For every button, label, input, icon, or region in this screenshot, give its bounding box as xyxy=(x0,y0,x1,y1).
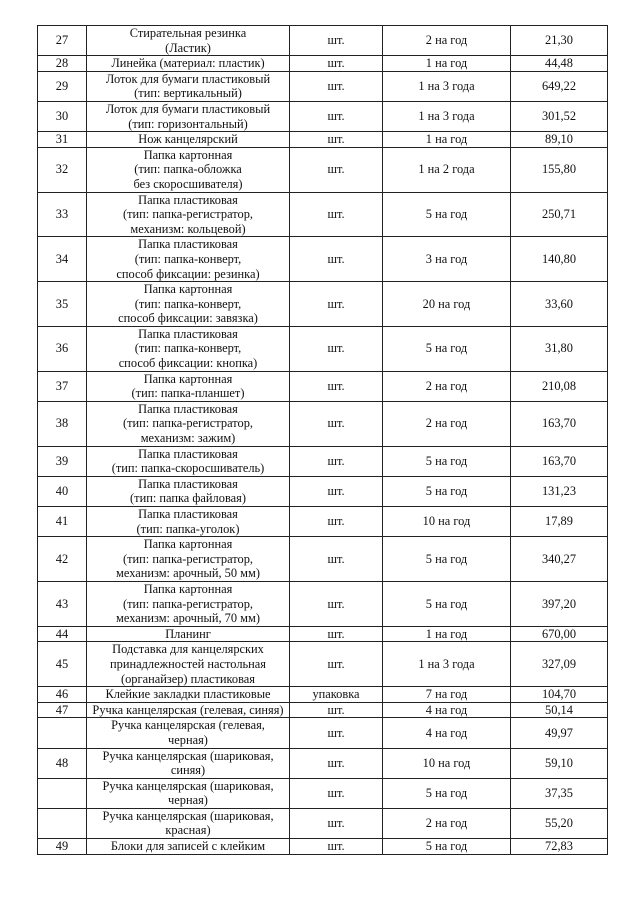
item-name-line: Папка пластиковая xyxy=(138,476,238,491)
item-name-cell xyxy=(87,808,290,838)
item-name-cell xyxy=(87,371,290,401)
row-number-cell: 33 xyxy=(38,192,87,237)
item-name-line: Клейкие закладки пластиковые xyxy=(105,687,271,702)
row-number-cell: 27 xyxy=(38,26,87,56)
row-number-cell: 30 xyxy=(38,101,87,131)
norm-cell: 5 на год xyxy=(383,476,511,506)
item-name-line: механизм: арочный, 70 мм) xyxy=(116,611,260,626)
price-cell: 49,97 xyxy=(511,718,608,748)
price-cell: 327,09 xyxy=(511,642,608,687)
unit-cell: шт. xyxy=(290,839,383,855)
table-row xyxy=(38,626,608,642)
item-name-line: (органайзер) пластиковая xyxy=(120,671,255,686)
row-number-cell: 32 xyxy=(38,147,87,192)
item-name-line: Ручка канцелярская (гелевая, синяя) xyxy=(92,702,284,717)
unit-cell: шт. xyxy=(290,778,383,808)
price-cell: 59,10 xyxy=(511,748,608,778)
row-number-cell: 47 xyxy=(38,702,87,718)
item-name-line: (Ластик) xyxy=(165,40,211,55)
item-name-cell xyxy=(87,56,290,72)
item-name-line: (тип: папка-регистратор, xyxy=(123,416,253,431)
price-cell: 21,30 xyxy=(511,26,608,56)
item-name-line: Планинг xyxy=(165,626,211,641)
item-name-line: способ фиксации: кнопка) xyxy=(118,356,258,371)
price-cell: 250,71 xyxy=(511,192,608,237)
norm-cell: 10 на год xyxy=(383,507,511,537)
item-name-cell xyxy=(87,778,290,808)
row-number-cell: 39 xyxy=(38,446,87,476)
unit-cell: шт. xyxy=(290,507,383,537)
price-cell: 301,52 xyxy=(511,101,608,131)
unit-cell: шт. xyxy=(290,147,383,192)
unit-cell: шт. xyxy=(290,326,383,371)
item-name-cell xyxy=(87,132,290,148)
table-row xyxy=(38,581,608,626)
table-row xyxy=(38,839,608,855)
norm-cell: 5 на год xyxy=(383,537,511,582)
item-name-line: Папка пластиковая xyxy=(138,446,238,461)
price-cell: 33,60 xyxy=(511,282,608,327)
unit-cell: шт. xyxy=(290,371,383,401)
norm-cell: 2 на год xyxy=(383,26,511,56)
table-row xyxy=(38,26,608,56)
norm-cell: 1 на год xyxy=(383,626,511,642)
item-name-line: Папка картонная xyxy=(143,147,233,162)
table-row xyxy=(38,401,608,446)
price-cell: 340,27 xyxy=(511,537,608,582)
item-name-line: без скоросшивателя) xyxy=(133,176,243,191)
item-name-line: механизм: арочный, 50 мм) xyxy=(116,566,260,581)
unit-cell: шт. xyxy=(290,282,383,327)
item-name-line: Папка картонная xyxy=(143,282,233,297)
row-number-cell: 37 xyxy=(38,371,87,401)
norm-cell: 3 на год xyxy=(383,237,511,282)
row-number-cell: 28 xyxy=(38,56,87,72)
row-number-cell: 36 xyxy=(38,326,87,371)
item-name-line: Папка пластиковая xyxy=(138,326,238,341)
norm-cell: 4 на год xyxy=(383,718,511,748)
item-name-cell xyxy=(87,626,290,642)
unit-cell: упаковка xyxy=(290,687,383,703)
item-name-cell xyxy=(87,581,290,626)
price-cell: 210,08 xyxy=(511,371,608,401)
norm-cell: 2 на год xyxy=(383,371,511,401)
norm-cell: 1 на 3 года xyxy=(383,71,511,101)
item-name-cell xyxy=(87,642,290,687)
item-name-line: Папка пластиковая xyxy=(138,401,238,416)
norm-cell: 2 на год xyxy=(383,808,511,838)
item-name-line: механизм: зажим) xyxy=(140,431,236,446)
item-name-cell xyxy=(87,192,290,237)
item-name-line: (тип: папка-планшет) xyxy=(131,386,245,401)
item-name-cell xyxy=(87,446,290,476)
table-row xyxy=(38,101,608,131)
unit-cell: шт. xyxy=(290,446,383,476)
item-name-line: красная) xyxy=(165,823,211,838)
unit-cell: шт. xyxy=(290,56,383,72)
item-name-line: черная) xyxy=(168,793,208,808)
unit-cell: шт. xyxy=(290,581,383,626)
table-row xyxy=(38,642,608,687)
norm-cell: 1 на 3 года xyxy=(383,101,511,131)
unit-cell: шт. xyxy=(290,101,383,131)
price-cell: 104,70 xyxy=(511,687,608,703)
table-row xyxy=(38,702,608,718)
norm-cell: 5 на год xyxy=(383,839,511,855)
item-name-cell xyxy=(87,147,290,192)
unit-cell: шт. xyxy=(290,642,383,687)
item-name-line: Подставка для канцелярских xyxy=(112,642,264,657)
row-number-cell: 48 xyxy=(38,748,87,778)
row-number-cell: 40 xyxy=(38,476,87,506)
item-name-line: Папка картонная xyxy=(143,537,233,552)
item-name-cell xyxy=(87,476,290,506)
unit-cell: шт. xyxy=(290,748,383,778)
table-row xyxy=(38,446,608,476)
item-name-line: Стирательная резинка xyxy=(129,26,247,40)
row-number-cell: 45 xyxy=(38,642,87,687)
unit-cell: шт. xyxy=(290,626,383,642)
unit-cell: шт. xyxy=(290,71,383,101)
item-name-line: (тип: папка-регистратор, xyxy=(123,596,253,611)
table-row xyxy=(38,192,608,237)
table-row xyxy=(38,371,608,401)
row-number-cell: 41 xyxy=(38,507,87,537)
price-cell: 649,22 xyxy=(511,71,608,101)
item-name-line: синяя) xyxy=(170,763,206,778)
row-number-cell: 46 xyxy=(38,687,87,703)
table-row xyxy=(38,687,608,703)
item-name-line: (тип: папка файловая) xyxy=(130,491,246,506)
supplies-table xyxy=(37,25,608,855)
norm-cell: 5 на год xyxy=(383,581,511,626)
price-cell: 163,70 xyxy=(511,446,608,476)
item-name-line: Ручка канцелярская (шариковая, xyxy=(102,748,274,763)
item-name-line: (тип: папка-скоросшиватель) xyxy=(111,461,265,476)
unit-cell: шт. xyxy=(290,537,383,582)
item-name-line: механизм: кольцевой) xyxy=(130,221,246,236)
item-name-line: Папка картонная xyxy=(143,581,233,596)
norm-cell: 1 на год xyxy=(383,132,511,148)
item-name-line: (тип: папка-конверт, xyxy=(134,341,242,356)
price-cell: 140,80 xyxy=(511,237,608,282)
row-number-cell: 44 xyxy=(38,626,87,642)
table-row xyxy=(38,71,608,101)
item-name-line: Блоки для записей с клейким xyxy=(110,839,266,854)
norm-cell: 1 на 2 года xyxy=(383,147,511,192)
norm-cell: 5 на год xyxy=(383,778,511,808)
norm-cell: 20 на год xyxy=(383,282,511,327)
table-row xyxy=(38,537,608,582)
price-cell: 131,23 xyxy=(511,476,608,506)
norm-cell: 4 на год xyxy=(383,702,511,718)
item-name-line: Нож канцелярский xyxy=(138,132,238,147)
item-name-line: (тип: папка-регистратор, xyxy=(123,551,253,566)
item-name-line: способ фиксации: резинка) xyxy=(116,266,260,281)
row-number-cell: 31 xyxy=(38,132,87,148)
norm-cell: 5 на год xyxy=(383,192,511,237)
item-name-line: Папка пластиковая xyxy=(138,192,238,207)
price-cell: 50,14 xyxy=(511,702,608,718)
supplies-table-body xyxy=(38,26,608,855)
norm-cell: 7 на год xyxy=(383,687,511,703)
table-row xyxy=(38,778,608,808)
row-number-cell xyxy=(38,778,87,808)
table-row xyxy=(38,748,608,778)
item-name-line: Лоток для бумаги пластиковый xyxy=(105,71,271,86)
item-name-line: (тип: папка-обложка xyxy=(134,162,242,177)
price-cell: 55,20 xyxy=(511,808,608,838)
table-row xyxy=(38,147,608,192)
unit-cell: шт. xyxy=(290,401,383,446)
row-number-cell: 34 xyxy=(38,237,87,282)
price-cell: 37,35 xyxy=(511,778,608,808)
item-name-cell xyxy=(87,839,290,855)
price-cell: 44,48 xyxy=(511,56,608,72)
item-name-line: черная) xyxy=(168,732,208,747)
row-number-cell: 38 xyxy=(38,401,87,446)
item-name-line: (тип: папка-уголок) xyxy=(136,521,240,536)
price-cell: 155,80 xyxy=(511,147,608,192)
item-name-line: принадлежностей настольная xyxy=(110,656,266,671)
norm-cell: 5 на год xyxy=(383,446,511,476)
item-name-cell xyxy=(87,401,290,446)
unit-cell: шт. xyxy=(290,132,383,148)
item-name-line: (тип: горизонтальный) xyxy=(128,116,248,131)
item-name-line: Папка картонная xyxy=(143,371,233,386)
price-cell: 31,80 xyxy=(511,326,608,371)
item-name-cell xyxy=(87,537,290,582)
table-row xyxy=(38,56,608,72)
price-cell: 72,83 xyxy=(511,839,608,855)
item-name-line: Папка пластиковая xyxy=(138,507,238,521)
row-number-cell xyxy=(38,808,87,838)
unit-cell: шт. xyxy=(290,237,383,282)
item-name-line: Ручка канцелярская (гелевая, xyxy=(111,718,265,733)
table-row xyxy=(38,507,608,537)
item-name-line: (тип: папка-регистратор, xyxy=(123,207,253,222)
row-number-cell xyxy=(38,718,87,748)
item-name-cell xyxy=(87,282,290,327)
item-name-cell xyxy=(87,326,290,371)
item-name-cell xyxy=(87,507,290,537)
norm-cell: 2 на год xyxy=(383,401,511,446)
row-number-cell: 35 xyxy=(38,282,87,327)
item-name-cell xyxy=(87,26,290,56)
item-name-line: Ручка канцелярская (шариковая, xyxy=(102,778,274,793)
item-name-line: (тип: вертикальный) xyxy=(134,86,242,101)
item-name-cell xyxy=(87,718,290,748)
table-row xyxy=(38,808,608,838)
unit-cell: шт. xyxy=(290,26,383,56)
norm-cell: 5 на год xyxy=(383,326,511,371)
item-name-cell xyxy=(87,687,290,703)
item-name-cell xyxy=(87,702,290,718)
table-row xyxy=(38,476,608,506)
item-name-cell xyxy=(87,748,290,778)
norm-cell: 1 на год xyxy=(383,56,511,72)
norm-cell: 10 на год xyxy=(383,748,511,778)
item-name-line: (тип: папка-конверт, xyxy=(134,251,242,266)
item-name-line: способ фиксации: завязка) xyxy=(118,311,258,326)
item-name-cell xyxy=(87,71,290,101)
table-row xyxy=(38,282,608,327)
item-name-line: Лоток для бумаги пластиковый xyxy=(105,101,271,116)
unit-cell: шт. xyxy=(290,702,383,718)
table-row xyxy=(38,132,608,148)
unit-cell: шт. xyxy=(290,476,383,506)
unit-cell: шт. xyxy=(290,808,383,838)
price-cell: 89,10 xyxy=(511,132,608,148)
row-number-cell: 43 xyxy=(38,581,87,626)
table-row xyxy=(38,237,608,282)
item-name-line: Линейка (материал: пластик) xyxy=(111,56,265,71)
row-number-cell: 29 xyxy=(38,71,87,101)
price-cell: 670,00 xyxy=(511,626,608,642)
price-cell: 163,70 xyxy=(511,401,608,446)
row-number-cell: 42 xyxy=(38,537,87,582)
item-name-line: (тип: папка-конверт, xyxy=(134,296,242,311)
norm-cell: 1 на 3 года xyxy=(383,642,511,687)
unit-cell: шт. xyxy=(290,192,383,237)
item-name-cell xyxy=(87,101,290,131)
table-row xyxy=(38,718,608,748)
price-cell: 397,20 xyxy=(511,581,608,626)
unit-cell: шт. xyxy=(290,718,383,748)
item-name-cell xyxy=(87,237,290,282)
item-name-line: Ручка канцелярская (шариковая, xyxy=(102,808,274,823)
price-cell: 17,89 xyxy=(511,507,608,537)
row-number-cell: 49 xyxy=(38,839,87,855)
item-name-line: Папка пластиковая xyxy=(138,237,238,252)
table-row xyxy=(38,326,608,371)
